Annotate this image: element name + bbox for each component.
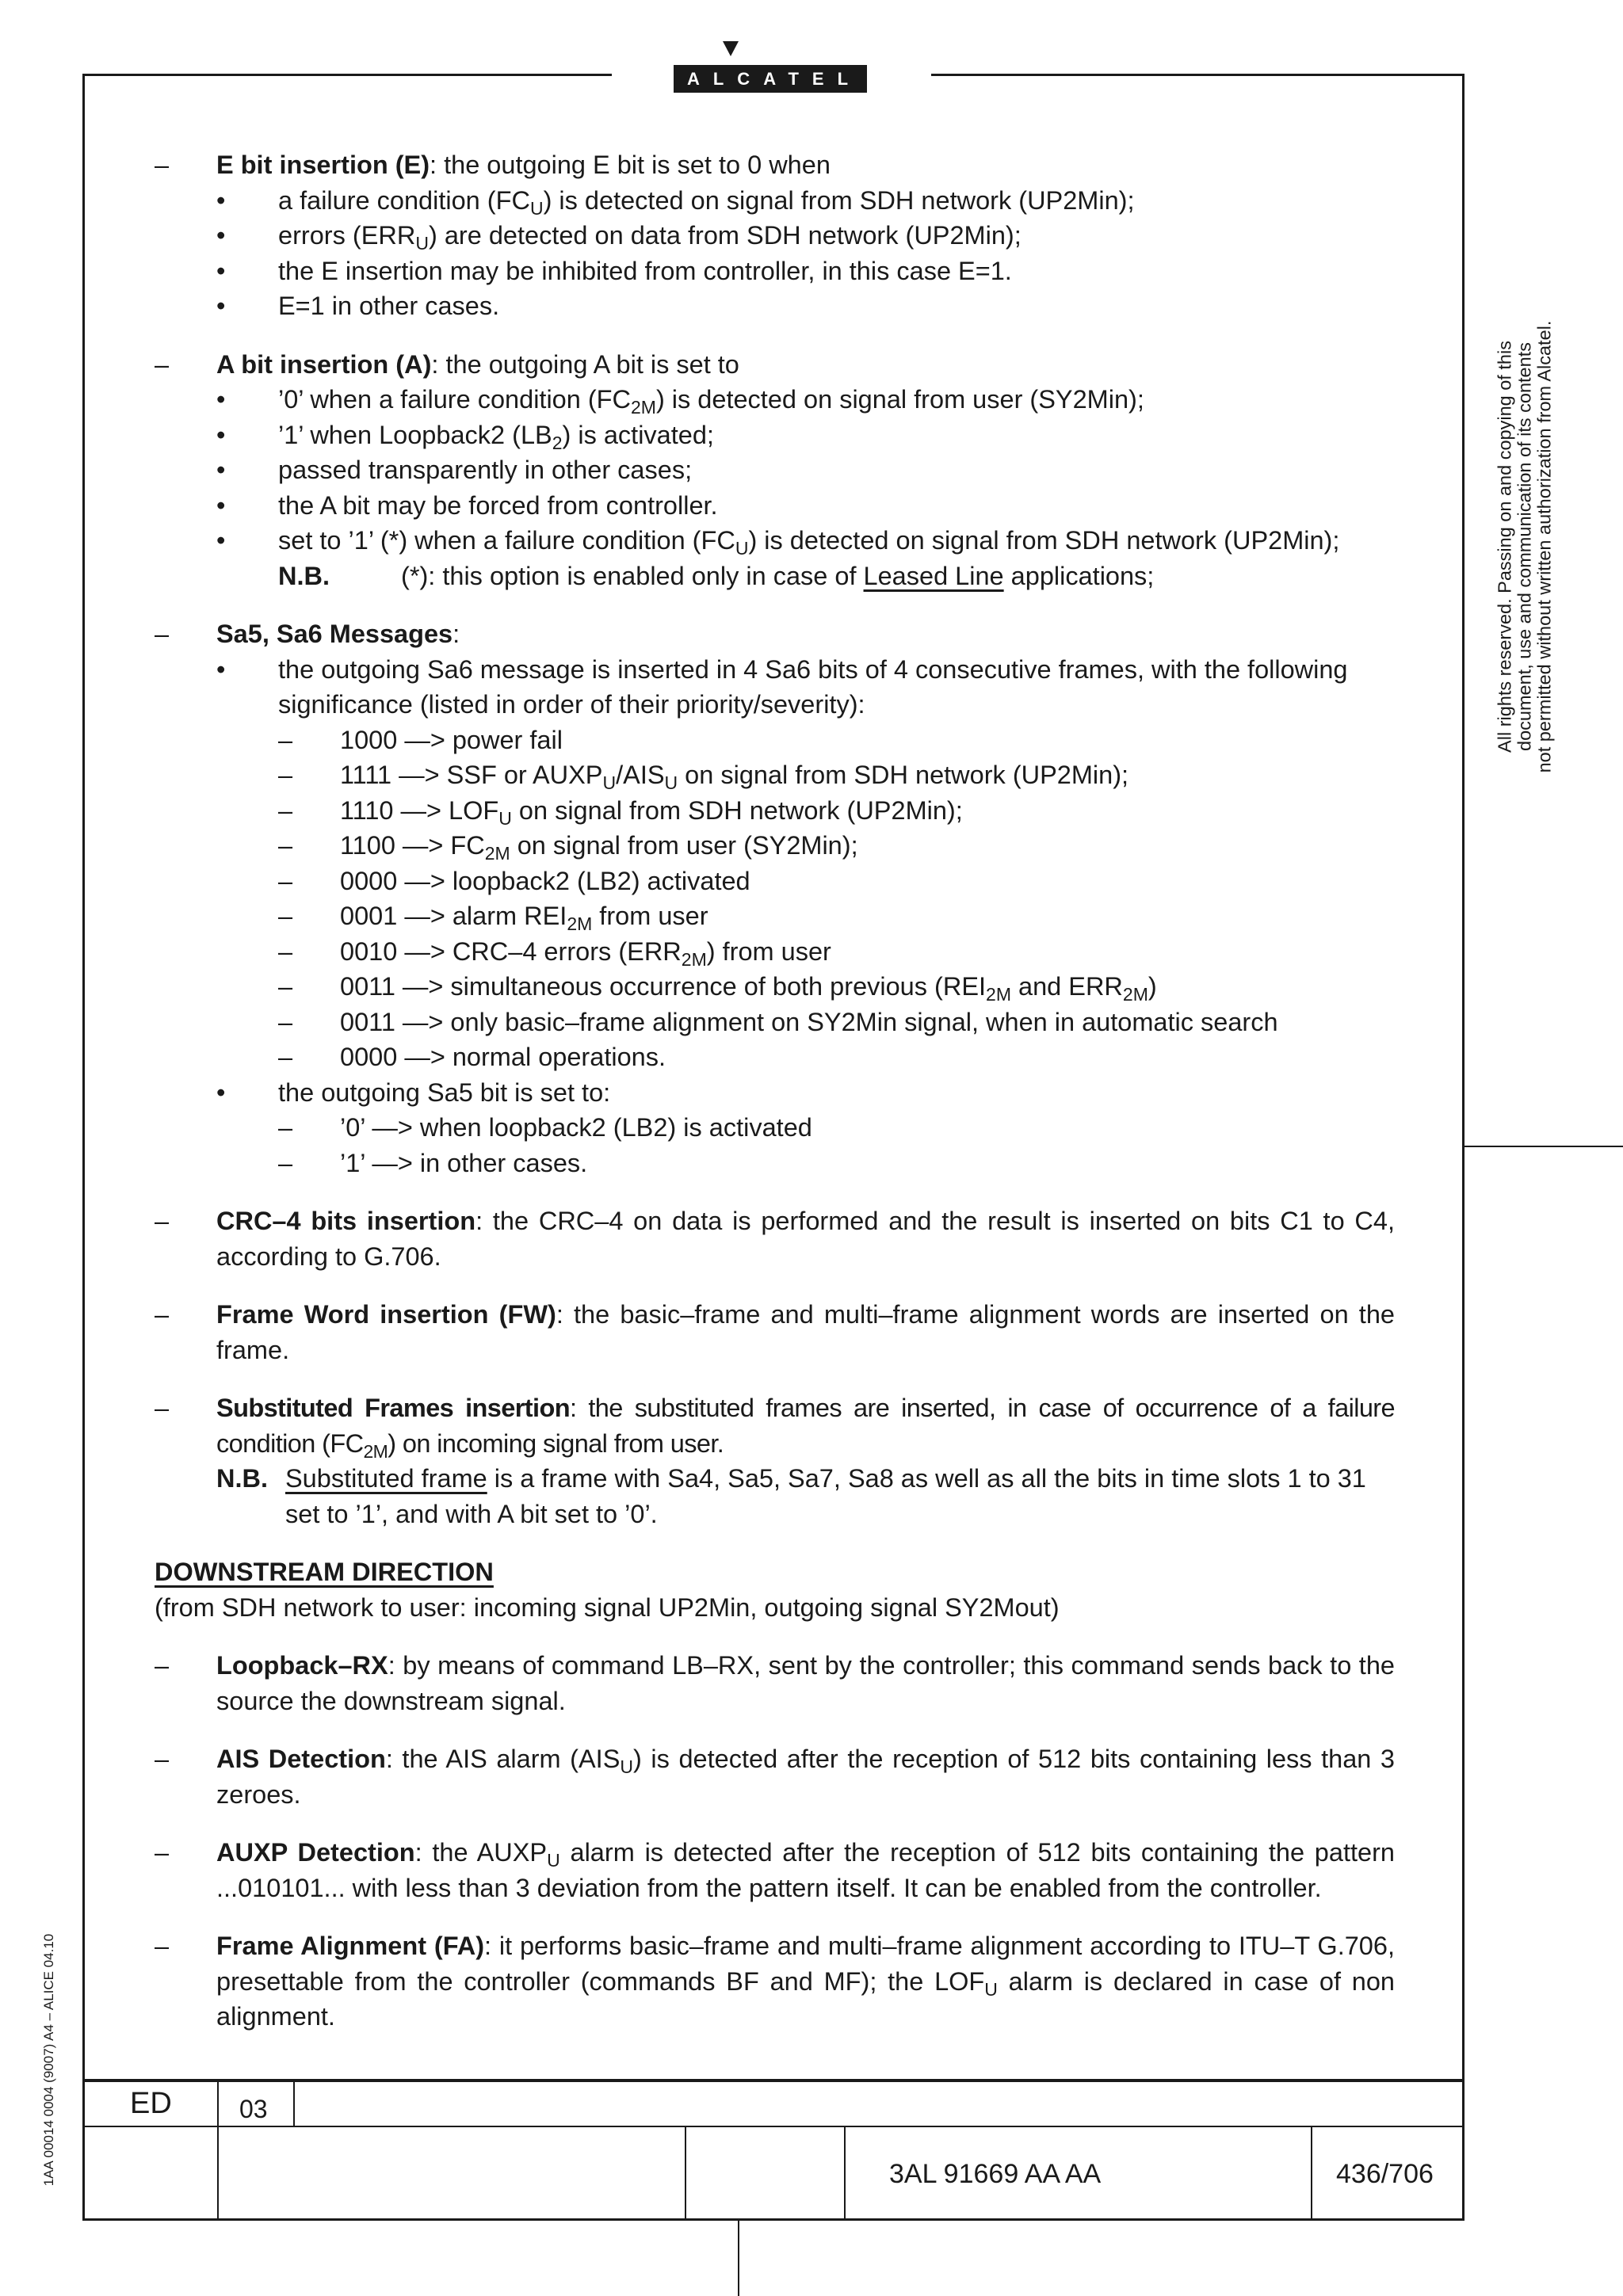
bullet-icon: • bbox=[216, 490, 226, 520]
section-title: AIS Detection bbox=[216, 1745, 386, 1773]
list-item: • the E insertion may be inhibited from controller, in this case E=1. bbox=[216, 254, 1395, 289]
message-row: – 1000 —> power fail bbox=[278, 723, 1395, 758]
list-dash: – bbox=[278, 831, 293, 860]
note: N.B. Substituted frame is a frame with Sa4, Sa5, Sa7, Sa8 as well as all the bits in time slots 1 to 31 set to ’1’, and with A bit set to ’0’. bbox=[155, 1461, 1395, 1531]
list-item: • a failure condition $(FC_U)$ is detected on signal from SDH network (UP2Min); bbox=[216, 183, 1395, 219]
list-dash: – bbox=[155, 1394, 170, 1422]
list-dash: – bbox=[278, 725, 293, 754]
list-dash: – bbox=[155, 1651, 170, 1680]
list-item: • E=1 in other cases. bbox=[216, 288, 1395, 324]
section-title: Loopback–RX bbox=[216, 1651, 388, 1680]
margin-tick-right bbox=[1462, 1146, 1623, 1147]
frame-top-border-right bbox=[931, 74, 1465, 76]
message-row: – 1100 —> $FC_{2M}$ on signal from user (SY2Min); bbox=[278, 828, 1395, 864]
edition-number: 03 bbox=[239, 2095, 268, 2123]
section-text: : the CRC–4 on data is performed and the result is inserted on bits C1 to C4, according to G.706. bbox=[216, 1207, 1395, 1271]
alcatel-logo: ALCATEL bbox=[674, 65, 867, 93]
footer-divider bbox=[217, 2081, 219, 2220]
section-a-bit bbox=[155, 347, 1395, 594]
note-label: N.B. bbox=[216, 1464, 268, 1493]
list-dash: – bbox=[278, 866, 293, 895]
list-dash: – bbox=[278, 761, 293, 789]
footer-rule-middle bbox=[82, 2126, 1465, 2127]
list-dash: – bbox=[278, 902, 293, 930]
footer-divider bbox=[293, 2081, 295, 2126]
list-dash: – bbox=[155, 1207, 170, 1235]
list-dash: – bbox=[278, 936, 293, 966]
list-item: • the outgoing Sa6 message is inserted in 4 Sa6 bits of 4 consecutive frames, with the following significance (listed in order of their priority/severity): – 1000 —> power fail – 1111 —> SSF or $AUXP_U/AIS_U$ on signal from SDH network (UP2Min); – 1110 —> $LOF_U$ on signal from SDH network (UP2Min); – 1100 —> $FC_{2M}$ on signal from user (SY2Min); – 0000 —> loopback2 (LB2) activated – 0001 —> alarm $REI_{2M}$ from user – 0010 —> CRC–4 errors $(ERR_{2M})$ from user – 0011 —> simultaneous occurrence of both previous ($REI_{2M}$ and $ERR_{2M}$) – 0011 —> only basic–frame alignment on SY2Min signal, when in automatic search – 0000 —> normal operations. bbox=[216, 652, 1395, 1075]
footer-rule-top bbox=[82, 2079, 1465, 2082]
section-crc4 bbox=[155, 1203, 1395, 1274]
message-row: – ’0’ —> when loopback2 (LB2) is activated bbox=[278, 1110, 1395, 1146]
downstream-section bbox=[155, 1554, 1395, 1625]
section-intro: : the outgoing E bit is set to 0 when bbox=[430, 151, 831, 179]
footer-divider bbox=[685, 2126, 686, 2220]
section-title: E bit insertion (E) bbox=[216, 151, 430, 179]
frame-top-border-left bbox=[82, 74, 612, 76]
section-intro: : the outgoing A bit is set to bbox=[431, 349, 739, 379]
note: N.B. (*): this option is enabled only in case of Leased Line applications; bbox=[278, 559, 1395, 594]
list-dash: – bbox=[155, 620, 170, 648]
message-row: – 0010 —> CRC–4 errors $(ERR_{2M})$ from user bbox=[278, 934, 1395, 970]
page-number: 436/706 bbox=[1336, 2159, 1434, 2189]
rights-notice-line: document, use and communication of its contents bbox=[1514, 342, 1535, 751]
list-dash: – bbox=[278, 795, 293, 825]
list-item: • the A bit may be forced from controller. bbox=[216, 488, 1395, 524]
list-item: • ’1’ when Loopback2 $(LB_2)$ is activated; bbox=[216, 418, 1395, 453]
frame-right-border bbox=[1462, 74, 1465, 2221]
bullet-icon: • bbox=[216, 256, 226, 285]
margin-tick-bottom bbox=[738, 2221, 739, 2296]
list-dash: – bbox=[155, 151, 170, 179]
edition-label: ED bbox=[130, 2087, 172, 2120]
underlined-term: Leased Line bbox=[863, 561, 1004, 590]
section-title: Frame Alignment (FA) bbox=[216, 1932, 485, 1960]
list-item: • errors $(ERR_U)$ are detected on data from SDH network (UP2Min); bbox=[216, 218, 1395, 254]
section-title: A bit insertion (A) bbox=[216, 349, 432, 379]
message-row: – 0000 —> normal operations. bbox=[278, 1039, 1395, 1075]
frame-left-border bbox=[82, 74, 85, 2221]
bullet-icon: • bbox=[216, 385, 226, 414]
bullet-icon: • bbox=[216, 1077, 226, 1107]
section-title: Sa5, Sa6 Messages bbox=[216, 620, 453, 648]
section-substituted-frames: – Substituted Frames insertion: the substituted frames are inserted, in case of occurrence of a failure condition $(FC_{2M})$ on incoming signal from user. N.B. Substituted frame is a frame with Sa4, Sa5, Sa7, Sa8 as well as all the bits in time slots 1 to 31 set to ’1’, and with A bit set to ’0’. bbox=[155, 1390, 1395, 1531]
bullet-icon: • bbox=[216, 654, 226, 684]
bullet-icon: • bbox=[216, 292, 226, 320]
rights-notice-line: All rights reserved. Passing on and copying of this bbox=[1494, 341, 1515, 753]
form-code-text: 1AA 00014 0004 (9007) A4 – ALICE 04.10 bbox=[41, 1933, 56, 2187]
section-subtitle: (from SDH network to user: incoming signal UP2Min, outgoing signal SY2Mout) bbox=[155, 1592, 1060, 1622]
list-item: • ’0’ when a failure condition $(FC_{2M})$ is detected on signal from user (SY2Min); bbox=[216, 382, 1395, 418]
list-dash: – bbox=[155, 1745, 170, 1773]
message-row: – 0000 —> loopback2 (LB2) activated bbox=[278, 864, 1395, 899]
alcatel-logo-triangle-icon bbox=[723, 41, 739, 56]
footer-divider bbox=[1311, 2126, 1312, 2220]
note-label: N.B. bbox=[278, 561, 330, 590]
document-code: 3AL 91669 AA AA bbox=[889, 2159, 1102, 2189]
list-dash: – bbox=[278, 972, 293, 1001]
bullet-icon: • bbox=[216, 456, 226, 484]
section-heading: DOWNSTREAM DIRECTION bbox=[155, 1558, 494, 1586]
list-item: • passed transparently in other cases; bbox=[216, 452, 1395, 488]
message-row: – 1111 —> SSF or $AUXP_U/AIS_U$ on signal from SDH network (UP2Min); bbox=[278, 757, 1395, 793]
section-frame-word bbox=[155, 1297, 1395, 1367]
list-dash: – bbox=[278, 1007, 293, 1036]
bullet-icon: • bbox=[216, 185, 226, 215]
bullet-icon: • bbox=[216, 221, 226, 250]
message-row: – ’1’ —> in other cases. bbox=[278, 1146, 1395, 1181]
bullet-icon: • bbox=[216, 526, 226, 555]
section-auxp-detection: – AUXP Detection: the $AUXP_U$ alarm is detected after the reception of 512 bits containing the pattern ...010101... with less than 3 deviation from the pattern itself. It can be enabled from the controller. bbox=[155, 1835, 1395, 1905]
section-title: Substituted Frames insertion bbox=[216, 1394, 570, 1422]
section-text: : the basic–frame and multi–frame alignment words are inserted on the frame. bbox=[216, 1300, 1395, 1364]
list-dash: – bbox=[278, 1113, 293, 1142]
list-dash: – bbox=[278, 1148, 293, 1177]
rights-notice-line: not permitted without written authorization from Alcatel. bbox=[1533, 320, 1555, 773]
list-dash: – bbox=[155, 349, 170, 379]
list-dash: – bbox=[278, 1043, 293, 1071]
section-title: Frame Word insertion (FW) bbox=[216, 1300, 556, 1329]
section-frame-alignment: – Frame Alignment (FA): it performs basic–frame and multi–frame alignment according to ITU–T G.706, presettable from the controller (commands BF and MF); the $LOF_U$ alarm is declared in case of non alignment. bbox=[155, 1928, 1395, 2035]
bullet-icon: • bbox=[216, 420, 226, 449]
section-e-bit bbox=[155, 147, 1395, 324]
footer-divider bbox=[844, 2126, 846, 2220]
message-row: – 0001 —> alarm $REI_{2M}$ from user bbox=[278, 898, 1395, 934]
list-item: • the outgoing Sa5 bit is set to: – ’0’ —> when loopback2 (LB2) is activated – ’1’ —> in other cases. bbox=[216, 1075, 1395, 1181]
section-title: AUXP Detection bbox=[216, 1838, 415, 1867]
section-loopback-rx bbox=[155, 1648, 1395, 1718]
message-row: – 1110 —> $LOF_U$ on signal from SDH network (UP2Min); bbox=[278, 793, 1395, 829]
frame-bottom-border bbox=[82, 2218, 1465, 2221]
section-sa-messages: – Sa5, Sa6 Messages: • the outgoing Sa6 message is inserted in 4 Sa6 bits of 4 consecutive frames, with the following significance (listed in order of their priority/severity): – 1000 —> power fail – 1111 —> SSF or $AUXP_U/AIS_U$ on signal from SDH network (UP2Min); – 1110 —> $LOF_U$ on signal from SDH network (UP2Min); – 1100 —> $FC_{2M}$ on signal from user (SY2Min); – 0000 —> loopback2 (LB2) activated – 0001 —> alarm $REI_{2M}$ from user – 0010 —> CRC–4 errors $(ERR_{2M})$ from user – 0011 —> simultaneous occurrence of both previous ($REI_{2M}$ and $ERR_{2M}$) – 0011 —> only basic–frame alignment on SY2Min signal, when in automatic search – 0000 —> normal operations. • the outgoing Sa5 bit is set to: – ’0’ —> when loopback2 (LB2) is activated – ’1’ —> in other cases. bbox=[155, 616, 1395, 1180]
section-title: CRC–4 bits insertion bbox=[216, 1207, 476, 1235]
list-item: • set to ’1’ (*) when a failure condition $(FC_U)$ is detected on signal from SDH network (UP2Min); bbox=[216, 523, 1395, 559]
list-dash: – bbox=[155, 1300, 170, 1329]
section-text: : by means of command LB–RX, sent by the controller; this command sends back to the source the downstream signal. bbox=[216, 1651, 1395, 1715]
section-ais-detection: – AIS Detection: the AIS alarm $(AIS_U)$ is detected after the reception of 512 bits containing less than 3 zeroes. bbox=[155, 1741, 1395, 1812]
underlined-term: Substituted frame bbox=[285, 1464, 487, 1493]
document-body bbox=[155, 147, 1395, 2058]
message-row: – 0011 —> only basic–frame alignment on SY2Min signal, when in automatic search bbox=[278, 1005, 1395, 1040]
list-dash: – bbox=[155, 1932, 170, 1960]
message-row: – 0011 —> simultaneous occurrence of both previous ($REI_{2M}$ and $ERR_{2M}$) bbox=[278, 969, 1395, 1005]
list-dash: – bbox=[155, 1838, 170, 1867]
